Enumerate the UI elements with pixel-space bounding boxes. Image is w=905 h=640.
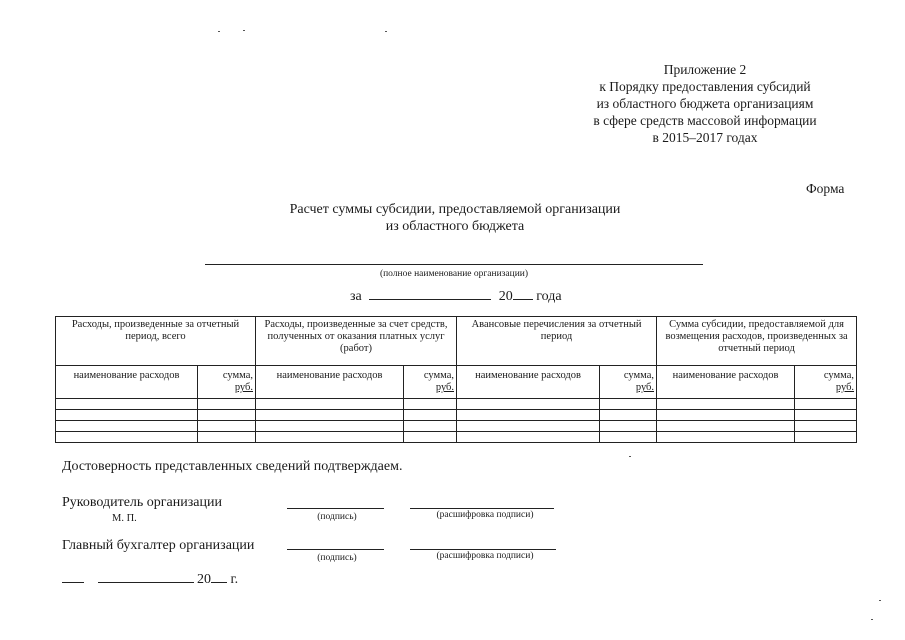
date-suffix: г.	[230, 572, 239, 587]
column-header-name: наименование расходов	[56, 366, 198, 399]
title-line-2: из областного бюджета	[385, 219, 525, 234]
scan-speck	[629, 456, 631, 457]
table-cell[interactable]	[404, 399, 457, 410]
column-header-sum	[404, 366, 457, 399]
group-header-subsidy: Сумма субсидии, предоставляемой для возмещения расходов, произведенных за отчетный период	[657, 317, 857, 366]
table-cell[interactable]	[657, 432, 795, 443]
table-cell[interactable]	[404, 410, 457, 421]
head-signature-label: Руководитель организации	[62, 495, 222, 510]
column-header-name: наименование расходов	[457, 366, 600, 399]
head-transcript-caption: (расшифровка подписи)	[436, 510, 534, 520]
table-cell[interactable]	[795, 432, 857, 443]
accountant-transcript-caption: (расшифровка подписи)	[436, 551, 534, 561]
table-cell[interactable]	[404, 421, 457, 432]
appendix-line: к Порядку предоставления субсидий	[599, 79, 811, 94]
accountant-transcript-line[interactable]	[410, 549, 556, 550]
sum-label: сумма,	[222, 370, 254, 381]
scan-speck	[871, 619, 873, 620]
head-transcript-line[interactable]	[410, 508, 554, 509]
appendix-line: в 2015–2017 годах	[652, 130, 758, 145]
month-blank[interactable]	[98, 570, 194, 583]
accountant-signature-line[interactable]	[287, 549, 384, 550]
group-header-advances: Авансовые перечисления за отчетный период	[457, 317, 657, 366]
period-prefix: за	[350, 289, 362, 304]
scan-speck	[218, 31, 220, 32]
table-row	[56, 421, 857, 432]
column-header-sum	[198, 366, 256, 399]
sum-unit: руб.	[234, 382, 254, 393]
head-signature-caption: (подпись)	[317, 512, 357, 522]
table-cell[interactable]	[457, 421, 600, 432]
table-cell[interactable]	[56, 421, 198, 432]
table-cell[interactable]	[457, 410, 600, 421]
table-cell[interactable]	[256, 432, 404, 443]
organization-name-caption: (полное наименование организации)	[379, 269, 529, 279]
group-header-total: Расходы, произведенные за отчетный период, всего	[56, 317, 256, 366]
scan-speck	[385, 31, 387, 32]
sum-unit: руб.	[835, 382, 855, 393]
table-row	[56, 399, 857, 410]
confirmation-statement: Достоверность представленных сведений подтверждаем.	[62, 459, 403, 474]
subsidy-table	[55, 316, 857, 443]
period-blank	[369, 287, 491, 300]
table-row	[56, 410, 857, 421]
scan-speck	[243, 30, 245, 31]
table-cell[interactable]	[657, 421, 795, 432]
appendix-line: из областного бюджета организациям	[596, 96, 814, 111]
column-header-name: наименование расходов	[657, 366, 795, 399]
table-group-header-row	[56, 317, 857, 366]
table-cell[interactable]	[457, 432, 600, 443]
form-label: Форма	[806, 181, 845, 196]
document-title	[240, 201, 670, 235]
table-cell[interactable]	[256, 410, 404, 421]
title-line-1: Расчет суммы субсидии, предоставляемой организации	[289, 202, 621, 217]
sum-label: сумма,	[823, 370, 855, 381]
day-blank[interactable]	[62, 570, 84, 583]
table-column-header-row	[56, 366, 857, 399]
appendix-line: Приложение 2	[663, 62, 747, 77]
table-cell[interactable]	[256, 399, 404, 410]
table-cell[interactable]	[600, 432, 657, 443]
table-cell[interactable]	[256, 421, 404, 432]
period-suffix: года	[536, 289, 562, 304]
date-year-prefix: 20	[197, 572, 211, 587]
table-cell[interactable]	[657, 410, 795, 421]
table-row	[56, 432, 857, 443]
date-line	[62, 570, 238, 588]
table-cell[interactable]	[56, 410, 198, 421]
accountant-signature-caption: (подпись)	[317, 553, 357, 563]
sum-label: сумма,	[423, 370, 455, 381]
group-header-paid-services: Расходы, произведенные за счет средств, полученных от оказания платных услуг (работ)	[256, 317, 457, 366]
table-cell[interactable]	[198, 432, 256, 443]
appendix-line: в сфере средств массовой информации	[593, 113, 817, 128]
column-header-name: наименование расходов	[256, 366, 404, 399]
table-cell[interactable]	[600, 399, 657, 410]
column-header-sum	[600, 366, 657, 399]
sum-unit: руб.	[635, 382, 655, 393]
table-cell[interactable]	[198, 421, 256, 432]
table-cell[interactable]	[56, 399, 198, 410]
table-cell[interactable]	[795, 399, 857, 410]
period-year-prefix: 20	[498, 289, 513, 304]
table-cell[interactable]	[600, 410, 657, 421]
table-cell[interactable]	[198, 410, 256, 421]
table-cell[interactable]	[795, 421, 857, 432]
head-signature-line[interactable]	[287, 508, 384, 509]
sum-label: сумма,	[623, 370, 655, 381]
table-cell[interactable]	[600, 421, 657, 432]
table-cell[interactable]	[657, 399, 795, 410]
table-cell[interactable]	[795, 410, 857, 421]
organization-name-line	[205, 264, 703, 265]
sum-unit: руб.	[435, 382, 455, 393]
date-year-blank[interactable]	[211, 570, 227, 583]
stamp-label: М. П.	[112, 513, 137, 524]
table-cell[interactable]	[457, 399, 600, 410]
table-cell[interactable]	[56, 432, 198, 443]
accountant-signature-label: Главный бухгалтер организации	[62, 538, 255, 553]
appendix-header	[560, 61, 850, 146]
reporting-period-line	[350, 287, 562, 305]
table-cell[interactable]	[404, 432, 457, 443]
column-header-sum	[795, 366, 857, 399]
scan-speck	[879, 600, 881, 601]
table-cell[interactable]	[198, 399, 256, 410]
year-blank	[513, 287, 533, 300]
